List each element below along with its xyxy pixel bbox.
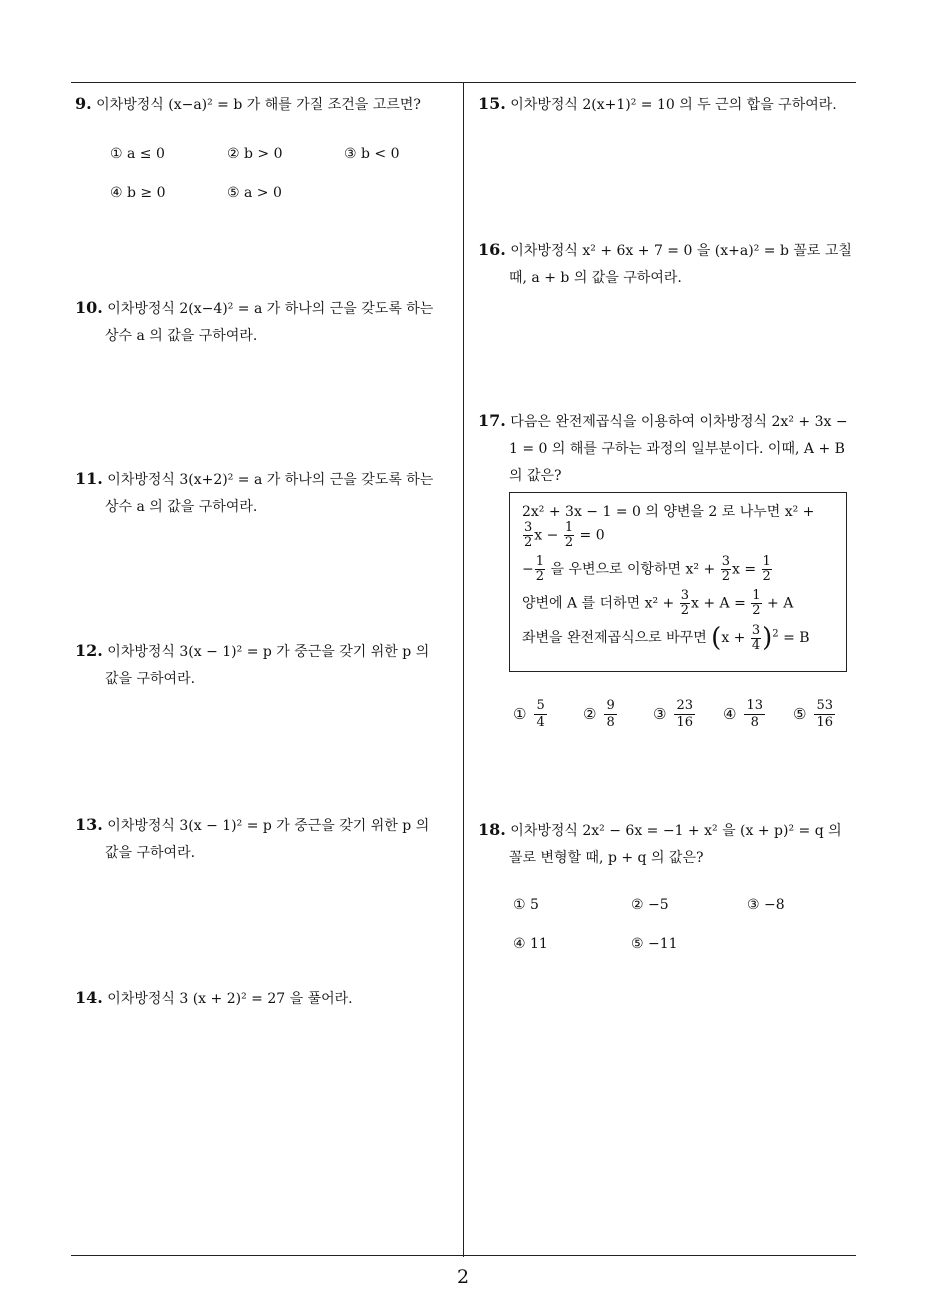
fraction: $\frac{3}{2}$ [721,554,730,584]
problem-15 [478,90,858,119]
box-line-4: 양변에 A 를 더하면 x² + $\frac{3}{2}$ x + A = $\frac{1}{2}$ + A [522,588,794,618]
choice-5[interactable]: ⑤ a > 0 [227,185,282,201]
problem-11 [75,465,460,521]
bottom-rule [71,1255,856,1256]
box-line-2: $\frac{3}{2}$ x − $\frac{1}{2}$ = 0 [524,520,605,550]
box-line-1: 2x² + 3x − 1 = 0 의 양변을 2 로 나누면 x² + [522,504,815,520]
fraction: $\frac{3}{2}$ [680,588,690,618]
problem-number: 16. [478,240,506,259]
problem-text-line2: 때, a + b 의 값을 구하여라. [509,270,682,286]
problem-text-line1: 다음은 완전제곱식을 이용하여 이차방정식 2x² + 3x − [510,414,848,430]
fraction: $\frac{1}{2}$ [564,520,574,550]
choice-1[interactable]: ① 5 [513,897,539,913]
problem-text-line1: 이차방정식 3(x − 1)² = p 가 중근을 갖기 위한 p 의 [107,818,430,834]
fraction: $\frac{9}{8}$ [606,698,615,730]
choice-3[interactable]: ③ b < 0 [344,146,400,162]
problem-number: 9. [75,94,92,113]
problem-text-line2: 상수 a 의 값을 구하여라. [105,499,258,515]
problem-16 [478,236,858,292]
problem-text-line2: 상수 a 의 값을 구하여라. [105,328,258,344]
fraction: $\frac{1}{2}$ [752,588,761,618]
problem-text-line1: 이차방정식 x² + 6x + 7 = 0 을 (x+a)² = b 꼴로 고칠 [510,243,852,259]
problem-14 [75,984,460,1013]
choice-4[interactable]: ④ b ≥ 0 [110,185,166,201]
fraction: $\frac{1}{2}$ [762,554,771,584]
problem-number: 13. [75,815,103,834]
problem-text-line3: 의 값은? [509,468,562,484]
problem-text: 이차방정식 3 (x + 2)² = 27 을 풀어라. [107,991,353,1007]
choice-2[interactable]: ② −5 [631,897,669,913]
fraction: $\frac{13}{8}$ [746,698,763,730]
problem-number: 15. [478,94,506,113]
problem-17 [478,407,858,490]
fraction: $\frac{3}{2}$ [524,520,533,550]
problem-number: 14. [75,988,103,1007]
problem-number: 12. [75,641,103,660]
problem-text-line1: 이차방정식 3(x − 1)² = p 가 중근을 갖기 위한 p 의 [107,644,430,660]
problem-18 [478,816,858,872]
problem-text-line2: 꼴로 변형할 때, p + q 의 값은? [509,850,704,866]
fraction: $\frac{23}{16}$ [676,698,693,730]
fraction: $\frac{3}{4}$ [751,622,761,653]
choice-4[interactable]: ④ 11 [513,936,548,952]
choice-4[interactable]: ④ $\frac{13}{8}$ [723,698,763,730]
problem-9 [75,90,460,119]
fraction: $\frac{53}{16}$ [816,698,833,730]
right-paren: ) [762,623,773,653]
fraction: $\frac{5}{4}$ [536,698,545,730]
problem-text-line2: 1 = 0 의 해를 구하는 과정의 일부분이다. 이때, A + B [509,441,845,457]
problem-number: 18. [478,820,506,839]
box-line-5: 좌변을 완전제곱식으로 바꾸면 (x + $\frac{3}{4}$ )$^2$ = B [522,622,810,653]
choice-1[interactable]: ① a ≤ 0 [110,146,165,162]
problem-10 [75,294,460,350]
problem-text: 이차방정식 2(x+1)² = 10 의 두 근의 합을 구하여라. [510,97,837,113]
solution-process-box [509,492,847,672]
problem-text-line2: 값을 구하여라. [105,845,196,861]
problem-number: 10. [75,298,103,317]
column-divider [463,82,464,1257]
choice-1[interactable]: ① $\frac{5}{4}$ [513,698,545,730]
page-number: 2 [456,1266,470,1288]
choice-2[interactable]: ② b > 0 [227,146,283,162]
problem-12 [75,637,460,693]
problem-text-line1: 이차방정식 3(x+2)² = a 가 하나의 근을 갖도록 하는 [107,472,434,488]
left-paren: ( [711,623,722,653]
problem-text: 이차방정식 (x−a)² = b 가 해를 가질 조건을 고르면? [96,97,421,113]
problem-text-line1: 이차방정식 2(x−4)² = a 가 하나의 근을 갖도록 하는 [107,301,434,317]
problem-text-line2: 값을 구하여라. [105,671,196,687]
box-line-3: − $\frac{1}{2}$ 을 우변으로 이항하면 x² + $\frac{3}{2}$ x = $\frac{1}{2}$ [522,554,771,584]
choice-2[interactable]: ② $\frac{9}{8}$ [583,698,615,730]
choice-5[interactable]: ⑤ −11 [631,936,678,952]
problem-text-line1: 이차방정식 2x² − 6x = −1 + x² 을 (x + p)² = q 의 [510,823,842,839]
choice-5[interactable]: ⑤ $\frac{53}{16}$ [793,698,833,730]
problem-number: 17. [478,411,506,430]
problem-13 [75,811,460,867]
fraction: $\frac{1}{2}$ [535,554,545,584]
choice-3[interactable]: ③ $\frac{23}{16}$ [653,698,693,730]
choice-3[interactable]: ③ −8 [747,897,785,913]
problem-number: 11. [75,469,103,488]
